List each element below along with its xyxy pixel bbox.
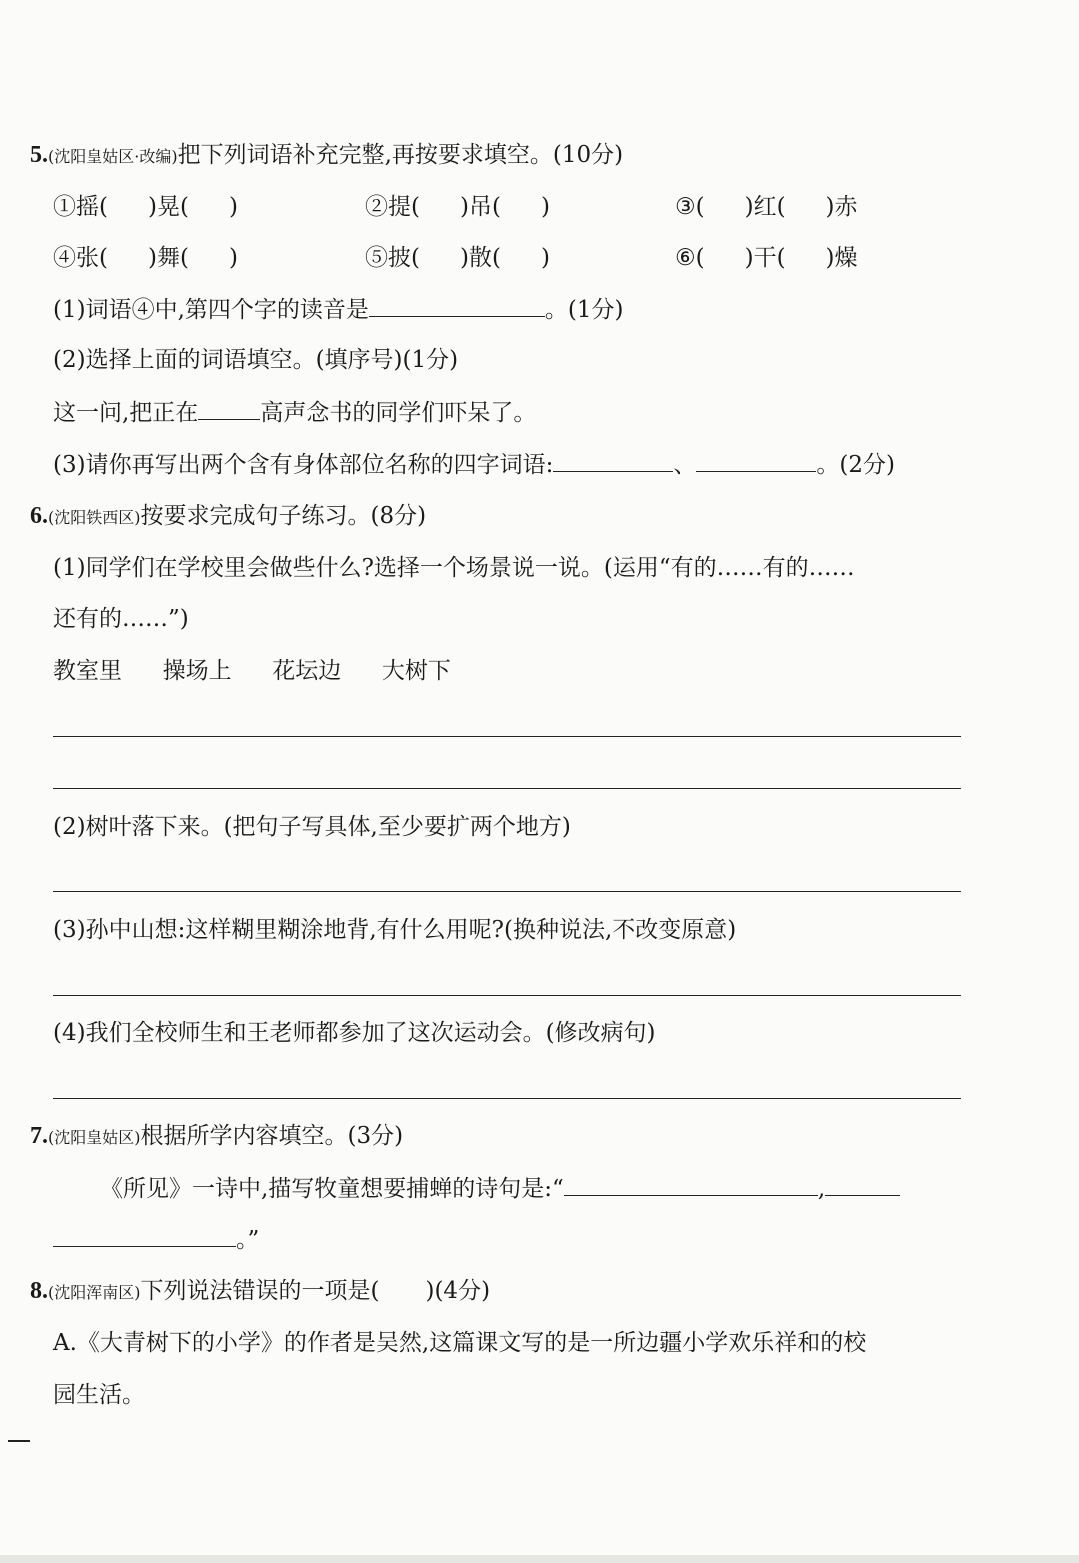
q7-line1: 《所见》一诗中,描写牧童想要捕蝉的诗句是:“ , — [100, 1173, 900, 1204]
q5-sub2-blank[interactable] — [198, 397, 260, 420]
q5-word-1: ①摇( )晃( ) — [53, 194, 238, 220]
q5-sub2: (2)选择上面的词语填空。(填序号)(1分) — [53, 347, 459, 373]
q5-sub3-blank-1[interactable] — [553, 449, 673, 472]
q6-sub2: (2)树叶落下来。(把句子写具体,至少要扩两个地方) — [53, 814, 571, 840]
scene-playground: 操场上 — [162, 658, 232, 684]
q8-stem-a: 下列说法错误的一项是( — [140, 1278, 380, 1304]
q7-blank-2-start[interactable] — [825, 1173, 900, 1196]
page-bottom-edge — [0, 1555, 1079, 1563]
q6-sub4: (4)我们全校师生和王老师都参加了这次运动会。(修改病句) — [53, 1020, 656, 1046]
q5-word-4: ④张( )舞( ) — [53, 245, 238, 271]
q8-source: (沈阳浑南区) — [48, 1283, 141, 1302]
q5-sub1: (1)词语④中,第四个字的读音是 。(1分) — [53, 294, 623, 325]
q5-word-3: ③( )红( )赤 — [675, 194, 858, 220]
scene-flowerbed: 花坛边 — [272, 658, 342, 684]
q6-sub1-line1: (1)同学们在学校里会做些什么?选择一个场景说一说。(运用“有的……有的…… — [53, 555, 855, 581]
q8-heading — [30, 1276, 490, 1308]
q7-source: (沈阳皇姑区) — [48, 1128, 141, 1147]
q5-word-5: ⑤披( )散( ) — [365, 245, 550, 271]
q6-sub1-answer-line-1[interactable] — [53, 736, 961, 737]
q6-sub3: (3)孙中山想:这样糊里糊涂地背,有什么用呢?(换种说法,不改变原意) — [53, 917, 737, 943]
q5-word-2: ②提( )吊( ) — [365, 194, 550, 220]
q5-sub3: (3)请你再写出两个含有身体部位名称的四字词语: 、 。(2分) — [53, 449, 895, 480]
scene-big-tree: 大树下 — [381, 658, 451, 684]
q8-number: 8. — [30, 1278, 48, 1304]
q7-line2: 。” — [53, 1224, 259, 1255]
q8-option-a-line2: 园生活。 — [53, 1382, 145, 1408]
q8-option-a-line1: A.《大青树下的小学》的作者是吴然,这篇课文写的是一所边疆小学欢乐祥和的校 — [53, 1330, 867, 1356]
q6-sub4-answer-line[interactable] — [53, 1098, 961, 1099]
q5-sub3-blank-2[interactable] — [696, 449, 816, 472]
q6-sub2-answer-line[interactable] — [53, 891, 961, 892]
q5-sub2-sentence: 这一问,把正在 高声念书的同学们吓呆了。 — [53, 397, 536, 428]
q6-source: (沈阳铁西区) — [48, 508, 141, 527]
q5-word-6: ⑥( )干( )燥 — [675, 245, 858, 271]
q5-sub1-blank[interactable] — [369, 294, 545, 317]
q6-heading — [30, 501, 426, 533]
q7-number: 7. — [30, 1123, 48, 1149]
q6-scenes — [53, 656, 451, 686]
q7-heading — [30, 1121, 403, 1153]
q5-stem: 把下列词语补充完整,再按要求填空。(10分) — [177, 142, 624, 168]
q6-stem: 按要求完成句子练习。(8分) — [140, 503, 427, 529]
scene-classroom: 教室里 — [53, 658, 122, 684]
q6-sub1-answer-line-2[interactable] — [53, 788, 961, 789]
q5-number: 5. — [30, 142, 48, 168]
q8-stem-b: )(4分) — [425, 1278, 491, 1304]
q5-heading — [30, 140, 623, 172]
q5-source: (沈阳皇姑区·改编) — [48, 147, 178, 166]
q7-blank-1[interactable] — [564, 1173, 818, 1196]
q6-number: 6. — [30, 503, 48, 529]
q6-sub1-line2: 还有的……”) — [53, 606, 189, 632]
margin-mark — [8, 1440, 30, 1442]
q6-sub3-answer-line[interactable] — [53, 995, 961, 996]
q7-stem: 根据所学内容填空。(3分) — [140, 1123, 404, 1149]
q7-blank-2-end[interactable] — [53, 1224, 236, 1247]
